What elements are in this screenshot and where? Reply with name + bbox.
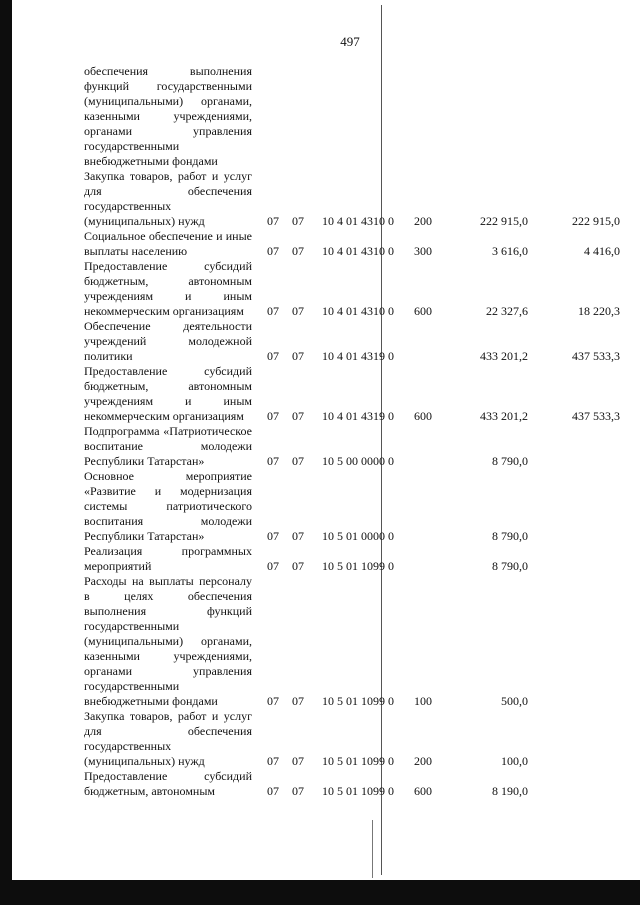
row-description: Предоставление субсидий бюджетным, автономным учреждениям и иным некоммерческим организациям <box>84 364 252 423</box>
target-article-code: 10 4 01 4310 0 <box>322 304 394 318</box>
amount-year-1: 8 190,0 <box>492 784 528 798</box>
table-row <box>84 469 624 544</box>
expense-type-code: 600 <box>414 304 432 318</box>
table-row <box>84 169 624 229</box>
section-code: 07 <box>267 754 279 768</box>
table-row <box>84 64 624 169</box>
expense-type-code: 300 <box>414 244 432 258</box>
scan-border-bottom <box>0 880 640 905</box>
target-article-code: 10 5 01 1099 0 <box>322 754 394 768</box>
section-code: 07 <box>267 214 279 228</box>
target-article-code: 10 5 01 1099 0 <box>322 559 394 573</box>
expense-type-code: 600 <box>414 409 432 423</box>
subsection-code: 07 <box>292 244 304 258</box>
table-row <box>84 229 624 259</box>
subsection-code: 07 <box>292 529 304 543</box>
subsection-code: 07 <box>292 349 304 363</box>
target-article-code: 10 4 01 4319 0 <box>322 349 394 363</box>
table-row <box>84 364 624 424</box>
row-description: Подпрограмма «Патриотическое воспитание молодежи Республики Татарстан» <box>84 424 252 468</box>
amount-year-1: 8 790,0 <box>492 454 528 468</box>
expense-type-code: 600 <box>414 784 432 798</box>
row-description: Предоставление субсидий бюджетным, автономным <box>84 769 252 798</box>
table-row <box>84 574 624 709</box>
target-article-code: 10 4 01 4310 0 <box>322 244 394 258</box>
amount-year-1: 433 201,2 <box>480 349 528 363</box>
amount-year-1: 8 790,0 <box>492 559 528 573</box>
subsection-code: 07 <box>292 214 304 228</box>
subsection-code: 07 <box>292 754 304 768</box>
amount-year-1: 8 790,0 <box>492 529 528 543</box>
amount-year-2: 18 220,3 <box>578 304 620 318</box>
amount-year-2: 222 915,0 <box>572 214 620 228</box>
amount-year-1: 100,0 <box>501 754 528 768</box>
target-article-code: 10 5 01 0000 0 <box>322 529 394 543</box>
row-description: Социальное обеспечение и иные выплаты населению <box>84 229 252 258</box>
expense-type-code: 200 <box>414 214 432 228</box>
table-row <box>84 769 624 799</box>
row-description: Обеспечение деятельности учреждений молодежной политики <box>84 319 252 363</box>
section-code: 07 <box>267 529 279 543</box>
section-code: 07 <box>267 244 279 258</box>
row-description: Закупка товаров, работ и услуг для обеспечения государственных (муниципальных) нужд <box>84 169 252 228</box>
scan-border-left <box>0 0 12 905</box>
amount-year-2: 4 416,0 <box>584 244 620 258</box>
target-article-code: 10 5 01 1099 0 <box>322 694 394 708</box>
row-description: Закупка товаров, работ и услуг для обеспечения государственных (муниципальных) нужд <box>84 709 252 768</box>
section-code: 07 <box>267 349 279 363</box>
section-code: 07 <box>267 409 279 423</box>
target-article-code: 10 5 01 1099 0 <box>322 784 394 798</box>
target-article-code: 10 4 01 4310 0 <box>322 214 394 228</box>
row-description: Основное мероприятие «Развитие и модернизация системы патриотического воспитания молодежи Республики Татарстан» <box>84 469 252 543</box>
scan-fold-line-lower <box>372 820 373 878</box>
section-code: 07 <box>267 304 279 318</box>
table-row <box>84 709 624 769</box>
amount-year-2: 437 533,3 <box>572 349 620 363</box>
subsection-code: 07 <box>292 304 304 318</box>
amount-year-1: 500,0 <box>501 694 528 708</box>
section-code: 07 <box>267 694 279 708</box>
target-article-code: 10 5 00 0000 0 <box>322 454 394 468</box>
amount-year-1: 222 915,0 <box>480 214 528 228</box>
target-article-code: 10 4 01 4319 0 <box>322 409 394 423</box>
section-code: 07 <box>267 454 279 468</box>
table-row <box>84 544 624 574</box>
subsection-code: 07 <box>292 694 304 708</box>
section-code: 07 <box>267 784 279 798</box>
amount-year-1: 3 616,0 <box>492 244 528 258</box>
amount-year-1: 433 201,2 <box>480 409 528 423</box>
amount-year-1: 22 327,6 <box>486 304 528 318</box>
budget-table <box>84 64 624 799</box>
table-row <box>84 259 624 319</box>
table-row <box>84 424 624 469</box>
row-description: Реализация программных мероприятий <box>84 544 252 573</box>
amount-year-2: 437 533,3 <box>572 409 620 423</box>
expense-type-code: 100 <box>414 694 432 708</box>
row-description: обеспечения выполнения функций государственными (муниципальными) органами, казенными учреждениями, органами управления государственными внебюджетными фондами <box>84 64 252 168</box>
table-row <box>84 319 624 364</box>
expense-type-code: 200 <box>414 754 432 768</box>
page-number: 497 <box>340 34 360 49</box>
subsection-code: 07 <box>292 409 304 423</box>
section-code: 07 <box>267 559 279 573</box>
row-description: Расходы на выплаты персоналу в целях обеспечения выполнения функций государственными (муниципальными) органами, казенными учреждениями, органами управления государственными внебюджетными фондами <box>84 574 252 708</box>
subsection-code: 07 <box>292 454 304 468</box>
subsection-code: 07 <box>292 784 304 798</box>
subsection-code: 07 <box>292 559 304 573</box>
row-description: Предоставление субсидий бюджетным, автономным учреждениям и иным некоммерческим организациям <box>84 259 252 318</box>
